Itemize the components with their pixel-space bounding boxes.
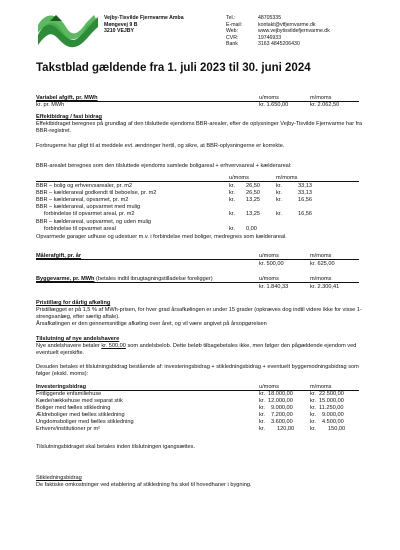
effekt-text-1: Effektbidraget beregnes på grundlag af den tilsluttede ejendoms BBR-arealer, efter de oplysninger Vejby-Tisvilde Fjernvarme har fra BBR-registret. xyxy=(36,121,363,134)
tilslutning-text-1 xyxy=(36,343,366,357)
col-excl-vat: u/moms xyxy=(259,276,279,282)
col-incl-vat: m/moms xyxy=(310,95,332,101)
variable-label: kr. pr. MWh xyxy=(36,102,65,108)
currency: kr. xyxy=(276,190,282,196)
pristillaeg-heading: Pristillæg for dårlig afkøling xyxy=(36,300,111,306)
contact-labels xyxy=(226,15,242,48)
currency: kr. xyxy=(310,398,316,404)
invest-excl: 12.000,00 xyxy=(268,398,293,404)
bbr-incl: 33,13 xyxy=(298,190,312,196)
contact-label: Tel.: xyxy=(226,15,236,21)
invest-label: Boliger med fælles stikledning xyxy=(36,405,111,411)
bygge-row xyxy=(36,284,359,291)
currency: kr. xyxy=(276,197,282,203)
variable-incl: kr. 2.062,50 xyxy=(310,102,340,108)
bbr-row xyxy=(36,190,359,197)
variable-header-row xyxy=(36,95,359,102)
invest-heading: Investeringsbidrag xyxy=(36,384,87,390)
contact-label: CVR: xyxy=(226,34,239,41)
bbr-label: BBR – kælderareal, opvarmet, pr. m2 xyxy=(36,197,129,203)
bbr-row xyxy=(36,204,359,211)
tilslutning-text-2: Desuden betales et tilslutningsbidrag bestående af: investeringsbidrag + stikledningsbidrag + eventuelt byggemodningsbidrag som følger (ekskl. moms): xyxy=(36,364,359,377)
effekt-note: Opvarmede garager udhuse og udestuer m.v. i forbindelse med boliger, medregnes som kælderareal. xyxy=(36,234,287,240)
col-incl-vat: m/moms xyxy=(310,384,332,390)
page-title: Takstblad gældende fra 1. juli 2023 til 30. juni 2024 xyxy=(36,62,311,74)
invest-incl: 22.500,00 xyxy=(319,391,344,397)
col-excl-vat: u/moms xyxy=(259,95,279,101)
company-name: Vejby-Tisvilde Fjernvarme Amba xyxy=(104,15,184,21)
bbr-row xyxy=(36,219,359,226)
currency: kr. xyxy=(229,183,235,189)
effekt-text-3: BBR-arealet beregnes som den tilsluttede ejendoms samlede boligareal + erhvervsareal + kælderareal: xyxy=(36,163,292,169)
bbr-incl: 33,13 xyxy=(298,183,312,189)
company-city: 3210 VEJBY xyxy=(104,28,134,35)
invest-row xyxy=(36,405,359,412)
bbr-label: BBR – kælderareal, uopvarmet, og uden mulig xyxy=(36,219,152,225)
bbr-incl: 16,56 xyxy=(298,211,312,217)
effekt-text-2: Forbrugerne har pligt til at meddele evt. ændringer hertil, og sikre, at BBR-oplysningerne er korrekte. xyxy=(36,143,285,149)
effekt-heading: Effektbidrag / fast bidrag xyxy=(36,114,102,120)
invest-excl: 9.000,00 xyxy=(271,405,293,411)
maaler-incl: kr. 625,00 xyxy=(310,261,335,267)
invest-row xyxy=(36,426,359,433)
contact-label: Web: xyxy=(226,28,239,35)
currency: kr. xyxy=(229,226,235,232)
invest-note: Tilslutningsbidraget skal betales inden tilslutningen igangsættes. xyxy=(36,444,195,450)
company-address xyxy=(104,15,184,35)
bank-value: 3163 4845206430 xyxy=(258,41,300,48)
variable-excl: kr. 1.650,00 xyxy=(259,102,289,108)
invest-label: Erhverv/institutioner pr m² xyxy=(36,426,101,432)
company-street: Møngevej 9 B xyxy=(104,21,138,28)
invest-excl: 120,00 xyxy=(277,426,295,432)
col-incl-vat: m/moms xyxy=(310,253,332,259)
invest-incl: 150,00 xyxy=(328,426,346,432)
contact-label: Bank xyxy=(226,41,238,48)
bbr-excl: 13,25 xyxy=(246,211,260,217)
bbr-excl: 13,25 xyxy=(246,197,260,203)
invest-excl: 3.600,00 xyxy=(271,419,293,425)
contact-label: E-mail: xyxy=(226,21,243,28)
tilslutning-text-1a: Nye andelshavere betaler xyxy=(36,343,102,349)
bbr-excl: 26,50 xyxy=(246,183,260,189)
email-value: kontakt@vtfjernvarme.dk xyxy=(258,21,316,28)
bbr-label: BBR – bolig og erhvervsarealer, pr. m2 xyxy=(36,183,133,189)
tilslutning-heading: Tilslutning af nye andelshavere xyxy=(36,336,120,342)
bbr-label: BBR – kælderareal godkendt til beboelse, pr. m2 xyxy=(36,190,157,196)
currency: kr. xyxy=(310,412,316,418)
col-excl-vat: u/moms xyxy=(229,175,249,181)
tilslutning-text-1c: som andelsbelob. Dette beløb tilbagebetales ikke, men følger den pågældende ejendom ved eventuelt ejerskifte. xyxy=(36,343,357,356)
phone-value: 48705335 xyxy=(258,15,282,21)
bbr-excl: 0,00 xyxy=(246,226,257,232)
bbr-row-cont xyxy=(36,211,359,218)
invest-incl: 15.000,00 xyxy=(319,398,344,404)
bbr-row xyxy=(36,183,359,190)
company-logo xyxy=(36,13,100,49)
maaler-heading: Målerafgift, pr. år xyxy=(36,253,82,259)
invest-label: Fritliggende enfamiliehuse xyxy=(36,391,102,397)
currency: kr. xyxy=(259,398,265,404)
invest-row xyxy=(36,391,359,398)
bbr-label-cont: forbindelse til opvarmet areal, pr. m2 xyxy=(44,211,135,217)
invest-excl: 18.000,00 xyxy=(268,391,293,397)
invest-row xyxy=(36,419,359,426)
invest-incl: 11.250,00 xyxy=(319,405,344,411)
web-value: www.vejbytisvildefjernvarme.dk xyxy=(258,28,330,35)
pristillaeg-text-1: Pristillægget er på 1,5 % af MWh-prisen, for hver grad årsafkølingen er under 15 grader (opkræves dog indtil videre ikke for visse 1-strengsanlæg, efter særlig aftale). xyxy=(36,307,362,320)
currency: kr. xyxy=(310,426,316,432)
pristillaeg-text-2: Årsafkølingen er den gennemsnitlige afkøling over året, og vil være angivet på årsopgørelsen xyxy=(36,321,267,327)
currency: kr. xyxy=(229,211,235,217)
stik-text: De faktiske omkostninger ved etablering af stikledning fra skel til hovedhaner i bygning. xyxy=(36,482,252,488)
maaler-excl: kr. 500,00 xyxy=(259,261,284,267)
invest-excl: 7.200,00 xyxy=(271,412,293,418)
bbr-label-cont: forbindelse til opvarmet areal xyxy=(44,226,116,232)
effekt-header-row xyxy=(36,175,359,182)
bbr-excl: 26,50 xyxy=(246,190,260,196)
andel-amount: kr. 500,00 xyxy=(101,343,126,349)
currency: kr. xyxy=(229,197,235,203)
currency: kr. xyxy=(310,419,316,425)
maaler-row xyxy=(36,261,359,268)
contact-values xyxy=(258,15,330,48)
invest-incl: 9.000,00 xyxy=(322,412,344,418)
bygge-heading-wrap xyxy=(36,276,213,283)
currency: kr. xyxy=(229,190,235,196)
currency: kr. xyxy=(310,405,316,411)
cvr-value: 19746933 xyxy=(258,34,282,41)
invest-label: Ældreboliger med fælles stikledning xyxy=(36,412,125,418)
currency: kr. xyxy=(259,419,265,425)
invest-incl: 4.500,00 xyxy=(322,419,344,425)
bygge-excl: kr. 1.840,33 xyxy=(259,284,289,290)
bygge-heading: Byggevarme, pr. MWh xyxy=(36,276,95,282)
variable-heading: Variabel afgift, pr. MWh xyxy=(36,95,98,101)
col-incl-vat: m/moms xyxy=(276,175,298,181)
invest-label: Ungdomsboliger med fælles stikledning xyxy=(36,419,134,425)
col-incl-vat: m/moms xyxy=(310,276,332,282)
currency: kr. xyxy=(259,405,265,411)
invest-header-row xyxy=(36,384,359,391)
bbr-label: BBR – kælderareal, uopvarmet med mulig xyxy=(36,204,141,210)
bygge-suffix: (betales indtil ibrugtagningstilladelse foreligger) xyxy=(96,276,213,282)
variable-row xyxy=(36,102,359,109)
stik-heading: Stikledningsbidrag xyxy=(36,475,82,481)
bygge-incl: kr. 2.300,41 xyxy=(310,284,340,290)
currency: kr. xyxy=(276,211,282,217)
currency: kr. xyxy=(310,391,316,397)
bbr-row-cont xyxy=(36,226,359,233)
currency: kr. xyxy=(276,183,282,189)
bygge-header-row xyxy=(36,276,359,283)
col-excl-vat: u/moms xyxy=(259,384,279,390)
currency: kr. xyxy=(259,412,265,418)
currency: kr. xyxy=(259,426,265,432)
bbr-row xyxy=(36,197,359,204)
col-excl-vat: u/moms xyxy=(259,253,279,259)
invest-row xyxy=(36,412,359,419)
bbr-incl: 16,56 xyxy=(298,197,312,203)
invest-row xyxy=(36,398,359,405)
currency: kr. xyxy=(259,391,265,397)
maaler-header-row xyxy=(36,253,359,260)
invest-label: Kæde/rækkehuse med separat stik xyxy=(36,398,123,404)
